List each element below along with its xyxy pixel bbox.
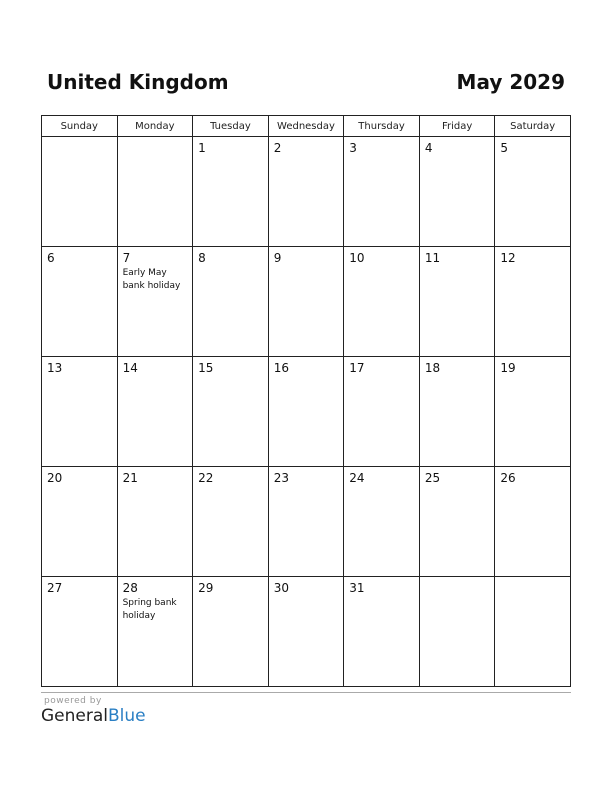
day-number: 27: [47, 581, 63, 595]
calendar-header: [47, 70, 565, 98]
day-cell: [419, 577, 495, 687]
weekday-header: Wednesday: [268, 116, 344, 137]
day-number: 13: [47, 361, 63, 375]
country-title: United Kingdom: [47, 70, 229, 94]
day-cell: [344, 577, 420, 687]
day-number: 17: [349, 361, 365, 375]
day-cell: [117, 137, 193, 247]
day-cell: [193, 137, 269, 247]
day-cell: [344, 467, 420, 577]
day-cell: [42, 467, 118, 577]
day-number: 30: [273, 581, 289, 595]
day-number: 16: [273, 361, 289, 375]
weekday-header: Sunday: [42, 116, 118, 137]
day-number: 31: [349, 581, 365, 595]
week-row: [42, 137, 571, 247]
day-cell: [117, 247, 193, 357]
day-cell: [117, 467, 193, 577]
day-cell: [193, 247, 269, 357]
day-number: 14: [122, 361, 138, 375]
day-cell: [268, 577, 344, 687]
day-cell: [268, 467, 344, 577]
week-row: [42, 577, 571, 687]
day-number: 28: [122, 581, 138, 595]
day-cell: [419, 357, 495, 467]
week-row: [42, 247, 571, 357]
month-title: May 2029: [456, 70, 565, 94]
day-cell: [117, 577, 193, 687]
day-cell: [495, 577, 571, 687]
day-number: 25: [424, 471, 441, 485]
day-number: 21: [122, 471, 138, 485]
holiday-label: Spring bank holiday: [122, 598, 177, 621]
day-number: 18: [424, 361, 441, 375]
day-cell: [419, 467, 495, 577]
day-cell: [193, 577, 269, 687]
day-cell: [42, 137, 118, 247]
brand-blue-text: Blue: [108, 706, 146, 726]
day-cell: [268, 247, 344, 357]
day-cell: [344, 357, 420, 467]
day-cell: [344, 247, 420, 357]
day-cell: [419, 247, 495, 357]
day-number: 26: [500, 471, 516, 485]
weekday-header: Friday: [419, 116, 495, 137]
weekday-header-row: [42, 116, 571, 137]
day-number: 15: [198, 361, 214, 375]
weekday-header: Monday: [117, 116, 193, 137]
day-number: 29: [198, 581, 214, 595]
week-row: [42, 467, 571, 577]
day-number: 24: [349, 471, 365, 485]
day-cell: [42, 577, 118, 687]
day-number: 12: [500, 251, 516, 265]
day-cell: [495, 357, 571, 467]
generalblue-logo[interactable]: [41, 706, 146, 726]
day-number: 2: [273, 141, 282, 155]
day-cell: [344, 137, 420, 247]
day-number: 5: [500, 141, 509, 155]
day-cell: [419, 137, 495, 247]
weekday-header: Tuesday: [193, 116, 269, 137]
day-number: 7: [122, 251, 131, 265]
weekday-header: Thursday: [344, 116, 420, 137]
day-number: 23: [273, 471, 289, 485]
day-cell: [268, 137, 344, 247]
day-number: 20: [47, 471, 63, 485]
day-cell: [117, 357, 193, 467]
day-number: 4: [424, 141, 433, 155]
powered-by-label: powered by: [44, 696, 102, 706]
footer-branding[interactable]: [41, 696, 146, 726]
day-cell: [42, 357, 118, 467]
footer-divider: [41, 692, 571, 693]
day-number: 8: [198, 251, 206, 265]
day-cell: [193, 357, 269, 467]
day-number: 10: [349, 251, 365, 265]
day-number: 19: [500, 361, 516, 375]
day-number: 1: [198, 141, 206, 155]
day-cell: [268, 357, 344, 467]
day-cell: [495, 467, 571, 577]
holiday-label: Early May bank holiday: [122, 268, 181, 291]
brand-general-text: General: [41, 706, 108, 726]
week-row: [42, 357, 571, 467]
day-number: 9: [273, 251, 282, 265]
day-number: 11: [424, 251, 441, 265]
day-number: 3: [349, 141, 357, 155]
day-cell: [495, 137, 571, 247]
day-cell: [193, 467, 269, 577]
day-cell: [42, 247, 118, 357]
day-number: 6: [47, 251, 55, 265]
weekday-header: Saturday: [495, 116, 571, 137]
day-number: 22: [198, 471, 214, 485]
calendar-grid: [41, 115, 571, 687]
day-cell: [495, 247, 571, 357]
